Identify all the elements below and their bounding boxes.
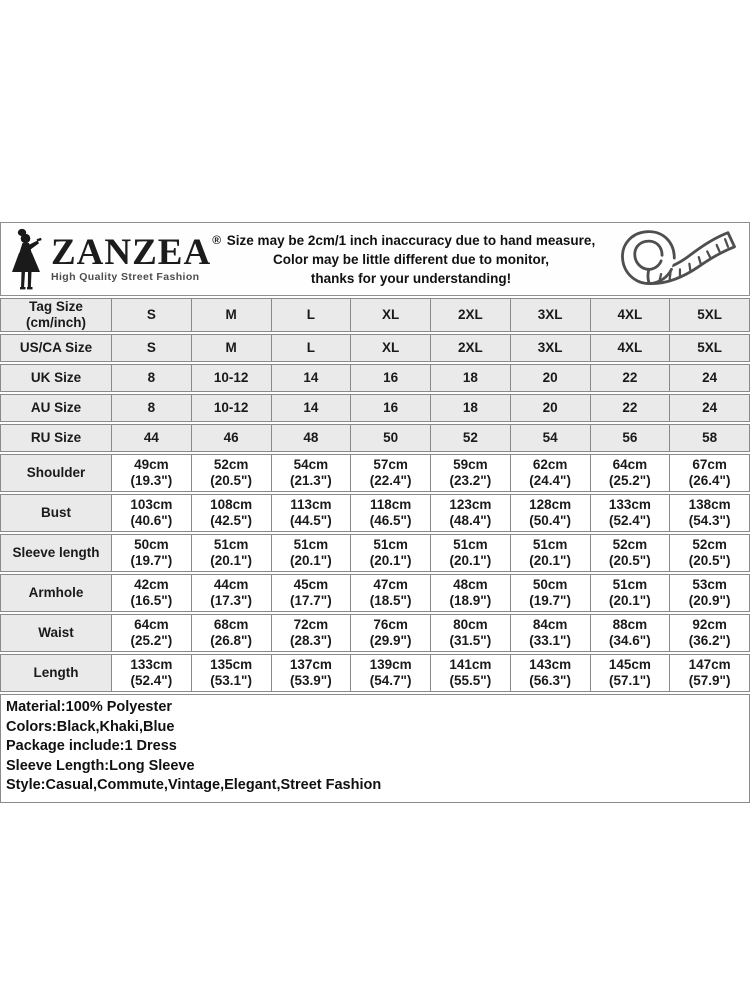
cell-text: (36.2"): [688, 633, 731, 648]
measurement-cell: [430, 575, 510, 611]
cell-text: 50cm: [532, 576, 568, 592]
cell-text: (20.5"): [688, 553, 731, 568]
cell-text: 51cm: [373, 536, 408, 552]
cell-text: S: [146, 306, 156, 322]
cell-text: (57.1"): [609, 673, 651, 688]
size-column-header: [191, 299, 271, 331]
cell-text: US/CA Size: [19, 339, 93, 355]
measurement-cell: [510, 575, 590, 611]
cell-text: UK Size: [30, 369, 82, 385]
measurement-row: [0, 534, 750, 572]
size-value-cell: [669, 425, 749, 451]
cell-text: (18.5"): [369, 593, 412, 608]
size-value-cell: [510, 365, 590, 391]
product-info-line: Colors:Black,Khaki,Blue: [6, 718, 175, 735]
cell-text: 48cm: [453, 576, 488, 592]
cell-text: 68cm: [213, 616, 249, 632]
cell-text: 52cm: [213, 456, 249, 472]
cell-text: 123cm: [449, 496, 492, 512]
cell-text: (22.4"): [369, 473, 412, 488]
cell-text: (20.1"): [290, 553, 332, 568]
size-value-cell: [430, 365, 510, 391]
cell-text: 49cm: [134, 456, 169, 472]
measurement-cell: [111, 495, 191, 531]
size-value-cell: [430, 425, 510, 451]
measurement-cell: [590, 495, 670, 531]
brand-tagline: High Quality Street Fashion: [51, 270, 200, 283]
measurement-cell: [669, 495, 749, 531]
registered-mark: ®: [212, 232, 222, 247]
cell-text: 103cm: [130, 496, 173, 512]
cell-text: (54.3"): [688, 513, 731, 528]
cell-text: 50cm: [134, 536, 169, 552]
cell-text: 138cm: [688, 496, 731, 512]
size-column-header: [510, 299, 590, 331]
cell-text: 143cm: [529, 656, 572, 672]
size-value-cell: [191, 365, 271, 391]
size-value-cell: [191, 395, 271, 421]
cell-text: (42.5"): [210, 513, 252, 528]
measurement-cell: [350, 455, 430, 491]
size-value-cell: [590, 425, 670, 451]
row-label: [1, 575, 111, 611]
size-column-header: [669, 299, 749, 331]
size-value-cell: [191, 335, 271, 361]
measurement-cell: [111, 455, 191, 491]
cell-text: 67cm: [692, 456, 727, 472]
conversion-row: [0, 364, 750, 392]
cell-text: 52: [462, 429, 478, 445]
conversion-row: [0, 334, 750, 362]
cell-text: L: [306, 306, 315, 322]
size-value-cell: [430, 335, 510, 361]
cell-text: (40.6"): [130, 513, 173, 528]
header: [0, 222, 750, 296]
cell-text: M: [225, 306, 237, 322]
measurement-cell: [510, 495, 590, 531]
measurement-cell: [271, 615, 351, 651]
measurement-cell: [669, 615, 749, 651]
cell-text: 51cm: [532, 536, 568, 552]
row-label: [1, 299, 111, 331]
cell-text: (cm/inch): [25, 315, 86, 330]
cell-text: (20.1"): [449, 553, 492, 568]
cell-text: 5XL: [697, 306, 722, 322]
cell-text: AU Size: [30, 399, 82, 415]
cell-text: 52cm: [612, 536, 648, 552]
size-value-cell: [111, 365, 191, 391]
cell-text: 133cm: [130, 656, 173, 672]
measurement-cell: [111, 655, 191, 691]
cell-text: (17.3"): [210, 593, 252, 608]
measurement-cell: [111, 575, 191, 611]
row-label: [1, 425, 111, 451]
cell-text: (19.7"): [130, 553, 173, 568]
row-label: [1, 395, 111, 421]
measurement-cell: [271, 455, 351, 491]
cell-text: 2XL: [457, 339, 483, 355]
cell-text: 84cm: [532, 616, 568, 632]
cell-text: 10-12: [213, 369, 249, 385]
cell-text: 8: [147, 399, 156, 415]
cell-text: (24.4"): [529, 473, 571, 488]
size-value-cell: [590, 335, 670, 361]
row-label: [1, 495, 111, 531]
cell-text: (19.7"): [529, 593, 571, 608]
cell-text: (48.4"): [449, 513, 492, 528]
measurement-row: [0, 574, 750, 612]
size-value-cell: [669, 365, 749, 391]
cell-text: (52.4"): [130, 673, 173, 688]
measurement-cell: [430, 455, 510, 491]
cell-text: (20.9"): [688, 593, 731, 608]
cell-text: 4XL: [617, 339, 643, 355]
cell-text: 139cm: [369, 656, 412, 672]
cell-text: 24: [702, 399, 718, 415]
cell-text: (54.7"): [369, 673, 412, 688]
cell-text: (23.2"): [449, 473, 492, 488]
measurement-cell: [590, 615, 670, 651]
cell-text: 92cm: [692, 616, 727, 632]
product-info-line: Style:Casual,Commute,Vintage,Elegant,Street Fashion: [6, 777, 382, 793]
cell-text: 47cm: [373, 576, 408, 592]
cell-text: 64cm: [612, 456, 648, 472]
cell-text: Length: [33, 664, 79, 680]
cell-text: (52.4"): [609, 513, 651, 528]
measurement-cell: [510, 615, 590, 651]
cell-text: 147cm: [688, 656, 731, 672]
cell-text: (26.4"): [688, 473, 731, 488]
cell-text: (53.1"): [210, 673, 252, 688]
size-value-cell: [191, 425, 271, 451]
cell-text: S: [146, 339, 156, 355]
cell-text: 51cm: [293, 536, 329, 552]
measurement-cell: [669, 575, 749, 611]
cell-text: Tag Size: [29, 298, 83, 314]
cell-text: 72cm: [293, 616, 329, 632]
measurement-cell: [669, 655, 749, 691]
measurement-row: [0, 494, 750, 532]
measurement-cell: [191, 655, 271, 691]
cell-text: 128cm: [529, 496, 572, 512]
cell-text: (46.5"): [369, 513, 412, 528]
size-value-cell: [510, 335, 590, 361]
conversion-row: [0, 424, 750, 452]
row-label: [1, 615, 111, 651]
cell-text: 135cm: [210, 656, 253, 672]
size-value-cell: [669, 335, 749, 361]
measurement-row: [0, 654, 750, 692]
cell-text: 51cm: [213, 536, 249, 552]
cell-text: 45cm: [293, 576, 329, 592]
size-column-header: [430, 299, 510, 331]
cell-text: (25.2"): [609, 473, 651, 488]
cell-text: 16: [383, 399, 399, 415]
product-info-line: Sleeve Length:Long Sleeve: [6, 757, 195, 774]
measurement-cell: [271, 655, 351, 691]
cell-text: (21.3"): [290, 473, 332, 488]
measurement-cell: [111, 615, 191, 651]
size-value-cell: [350, 425, 430, 451]
cell-text: 22: [622, 369, 638, 385]
size-value-cell: [590, 395, 670, 421]
cell-text: 2XL: [457, 306, 483, 322]
size-value-cell: [111, 395, 191, 421]
cell-text: (20.1"): [529, 553, 571, 568]
measure-disclaimer: [213, 231, 609, 288]
measurement-cell: [590, 455, 670, 491]
cell-text: 5XL: [697, 339, 722, 355]
size-value-cell: [271, 365, 351, 391]
measurement-cell: [350, 655, 430, 691]
cell-text: 141cm: [449, 656, 492, 672]
size-value-cell: [350, 395, 430, 421]
cell-text: 42cm: [134, 576, 169, 592]
cell-text: 76cm: [373, 616, 408, 632]
cell-text: 57cm: [373, 456, 408, 472]
cell-text: 108cm: [210, 496, 253, 512]
cell-text: (20.1"): [369, 553, 412, 568]
measurement-cell: [430, 535, 510, 571]
measurement-cell: [191, 615, 271, 651]
cell-text: Bust: [41, 504, 71, 520]
cell-text: 20: [542, 369, 558, 385]
row-label: [1, 655, 111, 691]
cell-text: (17.7"): [290, 593, 332, 608]
woman-silhouette-icon: [9, 227, 49, 291]
measurement-row: [0, 454, 750, 492]
cell-text: 54cm: [293, 456, 329, 472]
disclaimer-line: Color may be little different due to monitor,: [272, 251, 550, 267]
size-table-header-row: [0, 298, 750, 332]
measurement-cell: [350, 615, 430, 651]
cell-text: (53.9"): [290, 673, 332, 688]
product-info: [0, 694, 750, 803]
cell-text: 18: [462, 369, 478, 385]
cell-text: (19.3"): [130, 473, 173, 488]
cell-text: 62cm: [532, 456, 568, 472]
cell-text: 51cm: [453, 536, 488, 552]
cell-text: 58: [702, 429, 718, 445]
cell-text: 48: [303, 429, 319, 445]
size-column-header: [271, 299, 351, 331]
cell-text: XL: [381, 339, 400, 355]
measurement-cell: [111, 535, 191, 571]
row-label: [1, 535, 111, 571]
disclaimer-line: thanks for your understanding!: [310, 270, 512, 286]
cell-text: 20: [542, 399, 558, 415]
cell-text: (55.5"): [449, 673, 492, 688]
cell-text: 44: [143, 429, 159, 445]
measurement-cell: [510, 655, 590, 691]
cell-text: M: [225, 339, 237, 355]
size-value-cell: [510, 395, 590, 421]
row-label: [1, 365, 111, 391]
product-info-line: Package include:1 Dress: [6, 738, 177, 754]
size-column-header: [111, 299, 191, 331]
cell-text: 3XL: [537, 339, 563, 355]
cell-text: 16: [383, 369, 399, 385]
size-value-cell: [430, 395, 510, 421]
disclaimer-line: Size may be 2cm/1 inch inaccuracy due to hand measure,: [226, 232, 596, 248]
cell-text: (50.4"): [529, 513, 571, 528]
cell-text: 80cm: [453, 616, 488, 632]
cell-text: (56.3"): [529, 673, 571, 688]
measurement-cell: [271, 495, 351, 531]
measurement-cell: [350, 575, 430, 611]
cell-text: 133cm: [608, 496, 651, 512]
measurement-cell: [191, 495, 271, 531]
cell-text: (25.2"): [130, 633, 173, 648]
cell-text: 14: [303, 399, 319, 415]
size-column-header: [350, 299, 430, 331]
measurement-cell: [191, 455, 271, 491]
cell-text: (33.1"): [529, 633, 571, 648]
cell-text: (18.9"): [449, 593, 492, 608]
measurement-cell: [430, 495, 510, 531]
cell-text: 145cm: [608, 656, 651, 672]
size-value-cell: [350, 365, 430, 391]
measurement-cell: [191, 575, 271, 611]
size-value-cell: [111, 335, 191, 361]
cell-text: (44.5"): [290, 513, 332, 528]
size-chart-content: [0, 222, 750, 803]
measurement-cell: [271, 575, 351, 611]
cell-text: 24: [702, 369, 718, 385]
cell-text: 56: [622, 429, 638, 445]
cell-text: 52cm: [692, 536, 727, 552]
cell-text: 51cm: [612, 576, 648, 592]
cell-text: Sleeve length: [12, 544, 100, 560]
cell-text: 8: [147, 369, 156, 385]
cell-text: XL: [381, 306, 400, 322]
measurement-cell: [510, 455, 590, 491]
cell-text: 64cm: [134, 616, 169, 632]
cell-text: (57.9"): [688, 673, 731, 688]
cell-text: 18: [462, 399, 478, 415]
size-value-cell: [271, 335, 351, 361]
row-label: [1, 335, 111, 361]
cell-text: 46: [223, 429, 239, 445]
measurement-cell: [430, 655, 510, 691]
cell-text: 10-12: [213, 399, 249, 415]
cell-text: (29.9"): [369, 633, 412, 648]
cell-text: RU Size: [30, 429, 82, 445]
cell-text: 50: [383, 429, 399, 445]
cell-text: 44cm: [213, 576, 249, 592]
measuring-tape-icon: [609, 227, 749, 291]
measurement-cell: [669, 455, 749, 491]
cell-text: 54: [542, 429, 558, 445]
cell-text: 59cm: [453, 456, 488, 472]
size-value-cell: [111, 425, 191, 451]
size-value-cell: [590, 365, 670, 391]
cell-text: 14: [303, 369, 319, 385]
measurement-cell: [430, 615, 510, 651]
measurement-cell: [191, 535, 271, 571]
measurement-cell: [590, 655, 670, 691]
size-table: [0, 298, 750, 692]
cell-text: Waist: [38, 624, 74, 640]
measurement-row: [0, 614, 750, 652]
measurement-cell: [590, 575, 670, 611]
cell-text: L: [306, 339, 315, 355]
size-value-cell: [669, 395, 749, 421]
size-value-cell: [510, 425, 590, 451]
cell-text: 22: [622, 399, 638, 415]
size-value-cell: [350, 335, 430, 361]
cell-text: Armhole: [28, 584, 84, 600]
measurement-cell: [510, 535, 590, 571]
cell-text: 4XL: [617, 306, 643, 322]
cell-text: (16.5"): [130, 593, 173, 608]
measurement-cell: [669, 535, 749, 571]
conversion-row: [0, 394, 750, 422]
brand-name: ZANZEA: [51, 231, 212, 273]
cell-text: (28.3"): [290, 633, 332, 648]
cell-text: 137cm: [289, 656, 332, 672]
cell-text: 53cm: [692, 576, 727, 592]
size-value-cell: [271, 395, 351, 421]
cell-text: Shoulder: [26, 464, 86, 480]
cell-text: 113cm: [290, 496, 332, 512]
measurement-cell: [350, 495, 430, 531]
product-info-line: Material:100% Polyester: [6, 699, 173, 715]
size-value-cell: [271, 425, 351, 451]
cell-text: 88cm: [612, 616, 648, 632]
size-column-header: [590, 299, 670, 331]
cell-text: 118cm: [369, 496, 412, 512]
cell-text: (31.5"): [449, 633, 492, 648]
cell-text: (20.1"): [609, 593, 651, 608]
brand-logo: [1, 227, 222, 291]
cell-text: 3XL: [537, 306, 563, 322]
cell-text: (26.8"): [210, 633, 252, 648]
measurement-cell: [590, 535, 670, 571]
measurement-cell: [350, 535, 430, 571]
brand-text: [51, 231, 222, 283]
measurement-cell: [271, 535, 351, 571]
cell-text: (20.5"): [609, 553, 651, 568]
cell-text: (20.1"): [210, 553, 252, 568]
cell-text: (20.5"): [210, 473, 252, 488]
cell-text: (34.6"): [609, 633, 651, 648]
row-label: [1, 455, 111, 491]
